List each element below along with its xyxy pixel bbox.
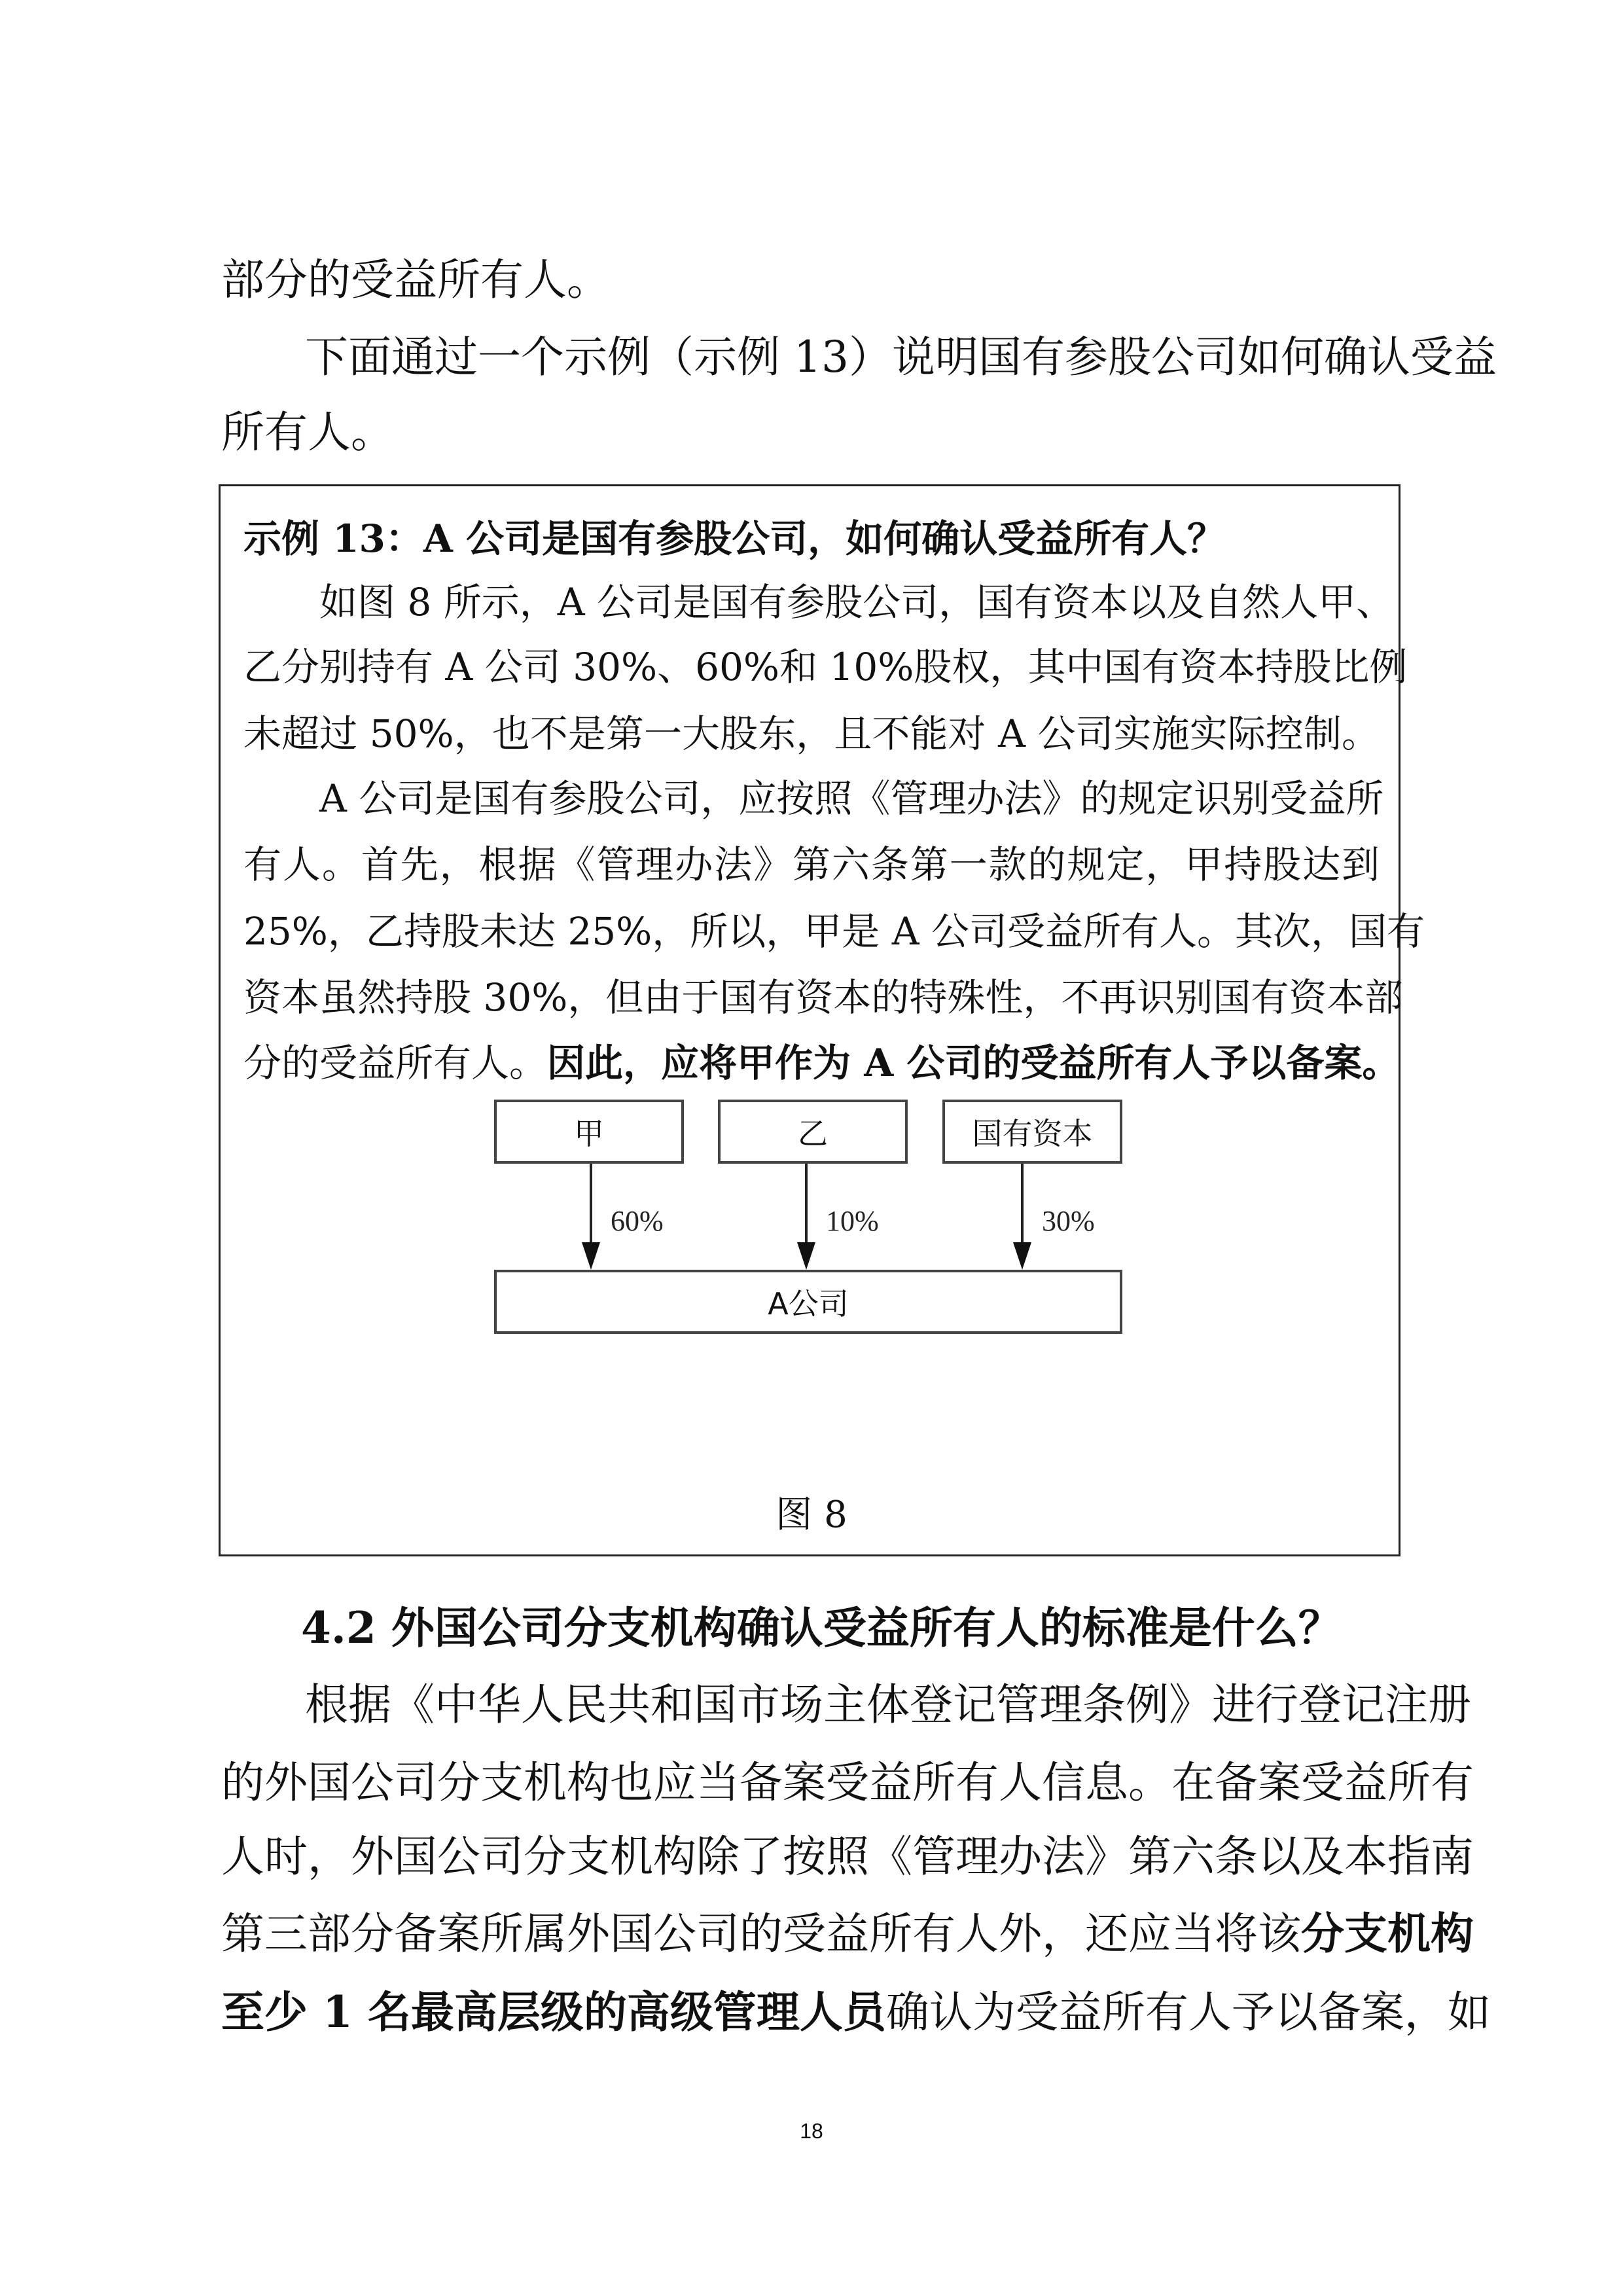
example-text: 分的受益所有人。 — [243, 1041, 548, 1085]
example-line: A 公司是国有参股公司，应按照《管理办法》的规定识别受益所 — [319, 776, 1384, 821]
share-label: 30% — [1042, 1205, 1095, 1237]
arrowhead — [582, 1242, 600, 1270]
example-line: 25%，乙持股未达 25%，所以，甲是 A 公司受益所有人。其次，国有 — [243, 909, 1425, 954]
shareholder-yi: 乙 — [718, 1100, 908, 1164]
intro-line: 部分的受益所有人。 — [221, 255, 610, 305]
arrowhead — [1013, 1242, 1031, 1270]
example-line: 未超过 50%，也不是第一大股东，且不能对 A 公司实施实际控制。 — [243, 711, 1380, 756]
section-line — [221, 1979, 1491, 2045]
example-line: 有人。首先，根据《管理办法》第六条第一款的规定，甲持股达到 — [243, 842, 1380, 887]
intro-line: 下面通过一个示例（示例 13）说明国有参股公司如何确认受益 — [305, 332, 1497, 382]
company-a: A公司 — [494, 1270, 1122, 1334]
share-label: 60% — [611, 1205, 664, 1237]
section-heading: 4.2 外国公司分支机构确认受益所有人的标准是什么？ — [301, 1602, 1342, 1653]
section-text: 第三部分备案所属外国公司的受益所有人外，还应当将该 — [221, 1909, 1301, 1959]
section-line: 根据《中华人民共和国市场主体登记管理条例》进行登记注册 — [305, 1679, 1471, 1730]
example-conclusion: 因此，应将甲作为 A 公司的受益所有人予以备案。 — [547, 1041, 1400, 1085]
shareholder-jia: 甲 — [494, 1100, 684, 1164]
shareholder-state-capital: 国有资本 — [942, 1100, 1122, 1164]
intro-line: 所有人。 — [221, 407, 394, 457]
section-line — [221, 1901, 1474, 1966]
figure-caption: 图 8 — [776, 1494, 847, 1536]
example-line: 如图 8 所示，A 公司是国有参股公司，国有资本以及自然人甲、 — [319, 580, 1395, 624]
example-title: 示例 13：A 公司是国有参股公司，如何确认受益所有人？ — [243, 516, 1226, 561]
section-line: 的外国公司分支机构也应当备案受益所有人信息。在备案受益所有 — [221, 1757, 1474, 1808]
section-emphasis: 至少 1 名最高层级的高级管理人员 — [221, 1986, 886, 2037]
example-line: 资本虽然持股 30%，但由于国有资本的特殊性，不再识别国有资本部 — [243, 975, 1403, 1020]
section-line: 人时，外国公司分支机构除了按照《管理办法》第六条以及本指南 — [221, 1831, 1474, 1882]
section-text: 确认为受益所有人予以备案，如 — [885, 1987, 1491, 2037]
section-emphasis: 分支机构 — [1301, 1908, 1474, 1959]
example-line: 乙分别持有 A 公司 30%、60%和 10%股权，其中国有资本持股比例 — [243, 645, 1408, 689]
share-label: 10% — [826, 1205, 879, 1237]
arrowhead — [797, 1242, 815, 1270]
page-number: 18 — [800, 2119, 823, 2143]
